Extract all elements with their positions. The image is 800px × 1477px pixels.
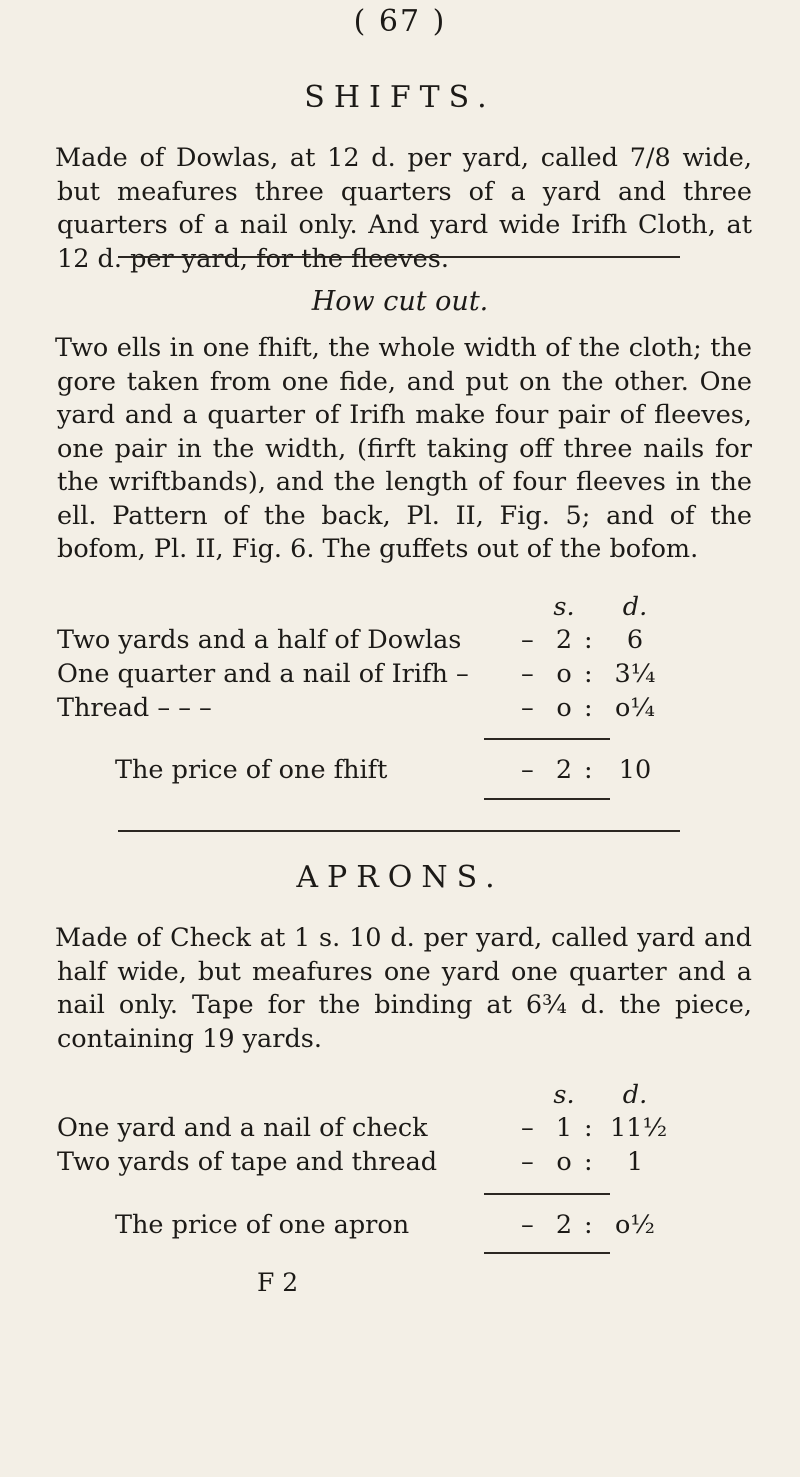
column-shillings: s. [553,592,575,622]
shifts-cost-row [57,659,757,693]
total-shillings: 2 [555,755,573,785]
sum-rule [484,738,610,740]
cost-shillings: 2 [555,625,573,655]
leader-dash: – [521,1210,534,1240]
cost-shillings: o [556,693,572,723]
cost-pence: o¼ [614,693,656,723]
cost-item-label: One yard and a nail of check [57,1113,428,1143]
column-pence: d. [622,592,648,622]
total-label: The price of one fhift [115,755,388,785]
cost-pence: 3¼ [614,659,656,689]
leader-dash: – [521,1113,534,1143]
page-number: ( 67 ) [353,4,447,39]
aprons-cost-row [57,1113,757,1147]
total-pence: 10 [618,755,652,785]
total-shillings: 2 [555,1210,573,1240]
shifts-total-row [57,755,757,789]
section-title-aprons: APRONS. [296,860,504,895]
aprons-column-header [57,1080,757,1114]
cost-pence: 6 [626,625,644,655]
separator: : [584,659,593,689]
aprons-cost-row [57,1147,757,1181]
leader-dash: – [521,625,534,655]
subheading-how-cut-out: How cut out. [311,286,489,317]
sum-rule [484,1193,610,1195]
cost-item-label: Two yards and a half of Dowlas [57,625,462,655]
catchword-signature: F 2 [257,1268,299,1297]
total-label: The price of one apron [115,1210,410,1240]
aprons-intro-text: Made of Check at 1 s. 10 d. per yard, called yard and half wide, but meafures one yard one quarter and a nail only. Tape for the binding at 6¾ d. the piece, containing 19 yards. [55,923,752,1054]
shifts-cost-row [57,625,757,659]
separator: : [584,1147,593,1177]
cost-shillings: o [556,1147,572,1177]
column-pence: d. [622,1080,648,1110]
section-title-shifts: SHIFTS. [304,80,496,115]
total-rule [484,1252,610,1254]
aprons-total-row [57,1210,757,1244]
shifts-cost-row [57,693,757,727]
leader-dash: – [521,755,534,785]
leader-dash: – [521,693,534,723]
aprons-intro-paragraph [57,922,752,1056]
cost-pence: 1 [626,1147,644,1177]
separator: : [584,693,593,723]
column-shillings: s. [553,1080,575,1110]
cost-item-label: Thread – – – [57,693,212,723]
cost-shillings: o [556,659,572,689]
separator: : [584,1210,593,1240]
shifts-column-header [57,592,757,626]
separator: : [584,625,593,655]
shifts-method-paragraph [57,332,752,567]
separator: : [584,755,593,785]
total-pence: o½ [614,1210,656,1240]
section-divider [118,256,680,258]
shifts-method-text: Two ells in one fhift, the whole width of the cloth; the gore taken from one fide, and put on the other. One yard and a quarter of Irifh make four pair of fleeves, one pair in the width, (firft taking off three nails for the wriftbands), and the length of four fleeves in the ell. Pattern of the back, Pl. II, Fig. 5; and of the bofom, Pl. II, Fig. 6. The guffets out of the bofom. [55,333,752,564]
section-divider [118,830,680,832]
leader-dash: – [521,1147,534,1177]
cost-item-label: Two yards of tape and thread [57,1147,438,1177]
cost-pence: 11½ [610,1113,668,1143]
cost-shillings: 1 [555,1113,573,1143]
separator: : [584,1113,593,1143]
shifts-intro-text: Made of Dowlas, at 12 d. per yard, called 7/8 wide, but meafures three quarters of a yard and three quarters of a nail only. And yard wide Irifh Cloth, at 12 d. per yard, for the fleeves. [55,143,752,274]
leader-dash: – [521,659,534,689]
total-rule [484,798,610,800]
cost-item-label: One quarter and a nail of Irifh – [57,659,469,689]
